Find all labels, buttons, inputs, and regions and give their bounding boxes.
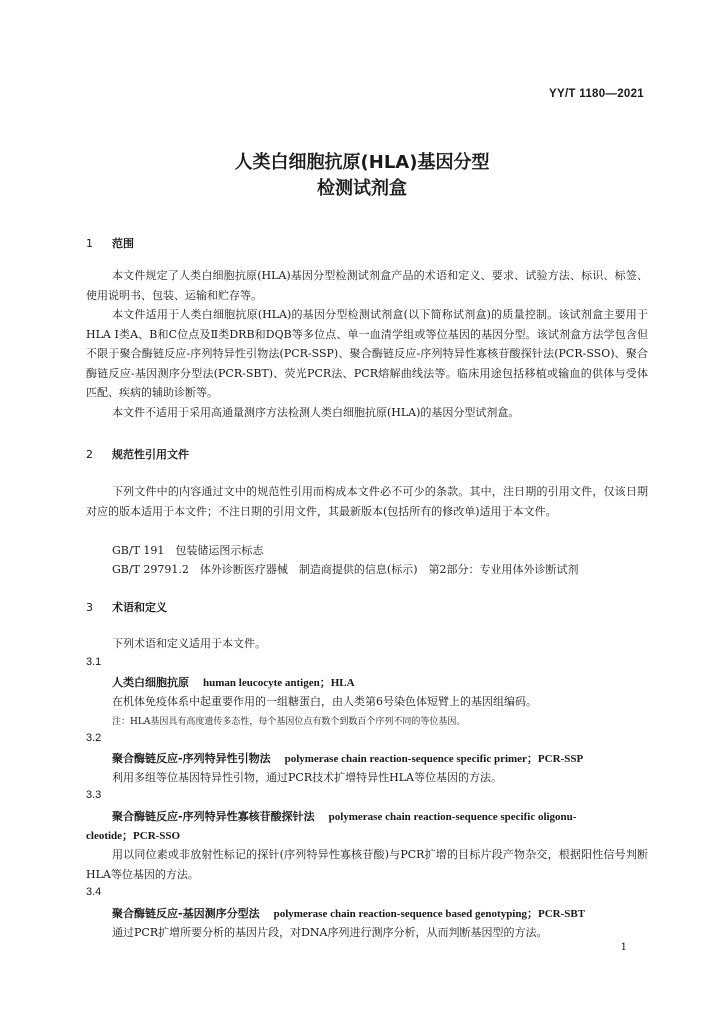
scope-paragraph-3: 本文件不适用于采用高通量测序方法检测人类白细胞抗原(HLA)的基因分型试剂盒。 [112, 406, 520, 419]
term-definition: 用以同位素或非放射性标记的探针(序列特异性寡核苷酸)与PCR扩增的目标片段产物杂交，根据阳性信号判断HLA等位基因的方法。 [86, 848, 648, 881]
section-heading-normative [86, 446, 189, 462]
section-heading-scope [86, 235, 134, 251]
reference-item: GB/T 29791.2 体外诊断医疗器械 制造商提供的信息(标示) 第2部分：专业用体外诊断试剂 [112, 563, 579, 576]
document-title-line2: 检测试剂盒 [317, 178, 407, 199]
term-heading [112, 905, 585, 921]
term-heading [112, 674, 355, 690]
term-number: 3.3 [86, 789, 102, 801]
normative-intro: 下列文件中的内容通过文中的规范性引用而构成本文件必不可少的条款。其中，注日期的引用文件，仅该日期对应的版本适用于本文件；不注日期的引用文件，其最新版本(包括所有的修改单)适用于本文件。 [86, 485, 648, 518]
term-heading [112, 750, 583, 766]
term-english: polymerase chain reaction-sequence based genotyping；PCR-SBT [273, 908, 586, 920]
section-title: 范围 [112, 237, 134, 250]
term-chinese: 聚合酶链反应-序列特异性引物法 [112, 752, 271, 765]
term-english-continued [86, 827, 180, 843]
terms-intro: 下列术语和定义适用于本文件。 [112, 637, 266, 650]
term-number: 3.2 [86, 732, 102, 744]
term-note: 注：HLA基因具有高度遗传多态性，每个基因位点有数个到数百个序列不同的等位基因。 [112, 717, 466, 727]
standard-code: YY/T 1180—2021 [549, 88, 644, 100]
section-title: 术语和定义 [112, 601, 167, 614]
term-heading [112, 808, 576, 824]
document-title: 人类白细胞抗原(HLA)基因分型 [234, 152, 490, 173]
section-number: 3 [86, 601, 93, 614]
term-definition: 利用多组等位基因特异性引物，通过PCR技术扩增特异性HLA等位基因的方法。 [112, 771, 502, 784]
term-english: human leucocyte antigen；HLA [203, 677, 355, 689]
section-heading-terms [86, 599, 167, 615]
term-number: 3.4 [86, 886, 102, 898]
term-chinese: 聚合酶链反应-序列特异性寡核苷酸探针法 [112, 810, 315, 823]
term-english: polymerase chain reaction-sequence specific primer；PCR-SSP [284, 753, 584, 765]
term-english: polymerase chain reaction-sequence specific oligonu- [328, 811, 577, 823]
page-number: 1 [620, 942, 627, 953]
section-number: 1 [86, 237, 93, 250]
term-number: 3.1 [86, 656, 102, 668]
scope-paragraph-2: 本文件适用于人类白细胞抗原(HLA)的基因分型检测试剂盒(以下简称试剂盒)的质量控制。该试剂盒主要用于HLA Ⅰ类A、B和C位点及Ⅱ类DRB和DQB等多位点、单一血清学组或等位基因的基因分型。该试剂盒方法学包含但不限于聚合酶链反应-序列特异性引物法(PCR-SSP)、聚合酶链反应-序列特异性寡核苷酸探针法(PCR-SSO)、聚合酶链反应-基因测序分型法(PCR-SBT)、荧光PCR法、PCR熔解曲线法等。临床用途包括移植或输血的供体与受体匹配、疾病的辅助诊断等。 [86, 308, 648, 399]
term-definition: 在机体免疫体系中起重要作用的一组糖蛋白，由人类第6号染色体短臂上的基因组编码。 [112, 695, 537, 708]
term-chinese: 聚合酶链反应-基因测序分型法 [112, 907, 260, 920]
term-definition: 通过PCR扩增所要分析的基因片段，对DNA序列进行测序分析，从而判断基因型的方法。 [112, 926, 548, 939]
section-title: 规范性引用文件 [112, 448, 189, 461]
term-chinese: 人类白细胞抗原 [112, 676, 189, 689]
scope-paragraph-1: 本文件规定了人类白细胞抗原(HLA)基因分型检测试剂盒产品的术语和定义、要求、试验方法、标识、标签、使用说明书、包装、运输和贮存等。 [86, 269, 648, 302]
reference-item: GB/T 191 包装储运图示标志 [112, 544, 264, 557]
term-english: cleotide；PCR-SSO [86, 830, 181, 842]
section-number: 2 [86, 448, 93, 461]
